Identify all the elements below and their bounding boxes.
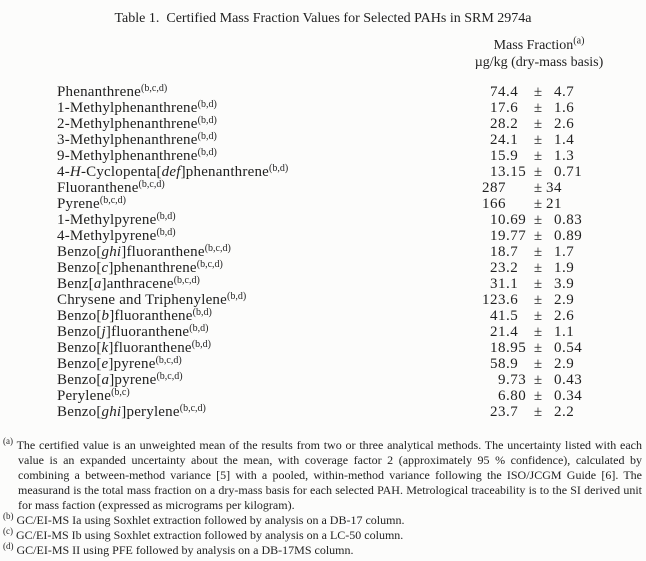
mass-fraction-value-int: 21 [490,324,506,340]
mass-fraction-label: Mass Fraction [493,38,574,53]
mass-fraction-footnote-ref: (a) [573,35,585,47]
table-row [0,340,646,356]
table-row [0,404,646,420]
mass-fraction-value-int: 166 [482,196,506,212]
compound-footnote-refs: (b,d) [189,323,209,334]
compound-footnote-refs: (b,d) [269,163,289,174]
mass-fraction-value-int: 18 [490,340,506,356]
mass-fraction-value-int: 19 [490,228,506,244]
compound-name-part: ]fluoranthene [108,340,192,356]
uncertainty-value-dec: .54 [562,340,583,356]
uncertainty-value-int: 4 [554,84,562,100]
compound-name-part: ]anthracene [101,276,174,292]
uncertainty-value-int: 1 [554,260,562,276]
compound-name-part: 9-Methylphenanthrene [57,148,198,164]
mass-fraction-value-dec: .4 [506,84,519,100]
compound-name-italic-part: ghi [101,404,122,420]
footnote-c-text: GC/EI-MS Ib using Soxhlet extraction followed by analysis on a LC-50 column. [16,528,404,542]
uncertainty-value-dec: .2 [562,404,575,420]
footnote-a-text: The certified value is an unweighted mean of the results from two or three analytical methods. The uncertainty listed with each value is an expanded uncertainty about the mean, with coverage factor 2 (approximately 95 % confidence), calculated by combining a between-method variance [5] with a pooled, within-method variance following the ISO/JCGM Guide [6]. The measurand is the total mass fraction on a dry-mass basis for each selected PAH. Metrological traceability is to the SI derived unit for mass faction (expressed as micrograms per kilogram). [16,438,642,512]
compound-name-part: Benzo[ [57,260,102,276]
mass-fraction-value-dec: .6 [506,292,519,308]
plus-minus-sign: ± [533,356,543,372]
mass-fraction-value-int: 23 [490,404,506,420]
compound-name-part: Benzo[ [57,356,102,372]
uncertainty-value-int: 0 [554,372,562,388]
mass-fraction-value-dec: .6 [506,100,519,116]
table-rows [0,84,646,420]
compound-name-part: ]phenanthrene [108,260,197,276]
mass-fraction-value-int: 58 [490,356,506,372]
footnotes [3,438,642,558]
compound-name-cell [57,180,165,196]
table-row [0,180,646,196]
uncertainty-value-dec: .1 [562,324,575,340]
plus-minus-sign: ± [533,404,543,420]
plus-minus-sign: ± [533,244,543,260]
compound-name-cell [57,212,176,228]
table-row [0,388,646,404]
compound-footnote-refs: (b,c,d) [99,195,126,206]
uncertainty-value-int: 2 [554,116,562,132]
table-row [0,372,646,388]
compound-name [57,260,197,276]
plus-minus-sign: ± [533,148,543,164]
compound-name-cell [57,196,126,212]
table-row [0,148,646,164]
uncertainty-value-int: 2 [554,308,562,324]
compound-name-cell [57,116,217,132]
compound-name [57,180,139,196]
compound-name-cell [57,260,223,276]
uncertainty-value-int: 34 [546,180,562,196]
compound-name-italic-part: c [101,260,109,276]
uncertainty-value-dec: .71 [562,164,583,180]
unit-line: µg/kg (dry-mass basis) [474,54,604,70]
compound-name [57,132,198,148]
plus-minus-sign: ± [533,292,543,308]
compound-name-cell [57,308,212,324]
compound-footnote-refs: (b,d) [197,147,217,158]
table-row [0,244,646,260]
mass-fraction-value-dec: .9 [506,356,519,372]
compound-name [57,212,156,228]
compound-name-part: -Cyclopenta[ [80,164,162,180]
compound-name [57,244,205,260]
uncertainty-value-dec: .9 [562,260,575,276]
uncertainty-value-int: 1 [554,324,562,340]
compound-name-cell [57,324,208,340]
footnote-b [3,513,642,528]
footnote-c [3,528,642,543]
uncertainty-value-int: 0 [554,388,562,404]
compound-footnote-refs: (b,d) [156,211,176,222]
mass-fraction-value-dec: .5 [506,308,519,324]
compound-footnote-refs: (b,d) [192,307,212,318]
compound-footnote-refs: (b,d) [191,339,211,350]
table-row [0,84,646,100]
uncertainty-value-dec: .89 [562,228,583,244]
uncertainty-value-dec: .9 [562,276,575,292]
compound-footnote-refs: (b,c) [111,387,130,398]
mass-fraction-value-dec: .2 [506,116,519,132]
footnote-b-text: GC/EI-MS Ia using Soxhlet extraction followed by analysis on a DB-17 column. [16,513,405,527]
uncertainty-value-int: 1 [554,132,562,148]
table-row [0,324,646,340]
uncertainty-value-int: 0 [554,228,562,244]
mass-fraction-value-int: 31 [490,276,506,292]
plus-minus-sign: ± [533,340,543,356]
mass-fraction-value-dec: .7 [506,404,519,420]
plus-minus-sign: ± [533,212,543,228]
compound-name [57,324,189,340]
uncertainty-value-dec: .9 [562,356,575,372]
compound-name-italic-part: e [101,356,109,372]
compound-name-part: Phenanthrene [57,84,142,100]
compound-name-part: ]pyrene [108,356,156,372]
compound-footnote-refs: (b,d) [197,115,217,126]
mass-fraction-value-dec: .9 [506,148,519,164]
mass-fraction-value-dec: .95 [506,340,527,356]
footnote-b-marker: (b) [3,511,14,521]
table-row [0,228,646,244]
uncertainty-value-dec: .9 [562,292,575,308]
uncertainty-value-dec: .7 [562,84,575,100]
uncertainty-value-dec: .4 [562,132,575,148]
table-row [0,100,646,116]
table-row [0,308,646,324]
mass-fraction-value-int: 9 [498,372,506,388]
uncertainty-value-dec: .43 [562,372,583,388]
mass-fraction-value-int: 287 [482,180,506,196]
compound-name [57,100,198,116]
compound-name-part: ]phenanthrene [180,164,269,180]
plus-minus-sign: ± [533,260,543,276]
plus-minus-sign: ± [533,324,543,340]
compound-name [57,116,198,132]
uncertainty-value-int: 1 [554,244,562,260]
compound-name-cell [57,372,183,388]
table-row [0,116,646,132]
mass-fraction-value-dec: .73 [506,372,527,388]
uncertainty-value-dec: .7 [562,244,575,260]
compound-name-italic-part: k [101,340,109,356]
mass-fraction-column-header [426,35,646,71]
compound-name-italic-part: ghi [101,244,122,260]
compound-name-italic-part: b [101,308,110,324]
uncertainty-value-int: 1 [554,100,562,116]
compound-name-cell [57,340,211,356]
compound-name [57,196,100,212]
compound-name-cell [57,148,217,164]
compound-name [57,404,180,420]
compound-footnote-refs: (b,c,d) [138,179,165,190]
footnote-d-marker: (d) [3,541,14,551]
table-row [0,196,646,212]
mass-fraction-value-dec: .4 [506,324,519,340]
footnote-d [3,543,642,558]
plus-minus-sign: ± [533,84,543,100]
compound-name-part: Benzo[ [57,340,102,356]
compound-footnote-refs: (b,c,d) [141,83,168,94]
mass-fraction-label-line [426,35,646,55]
compound-name [57,84,141,100]
compound-name-part: Fluoranthene [57,180,139,196]
compound-name-cell [57,132,217,148]
compound-name-cell [57,228,176,244]
footnote-c-marker: (c) [3,526,13,536]
compound-footnote-refs: (b,d) [197,99,217,110]
mass-fraction-value-int: 123 [482,292,506,308]
table-row [0,132,646,148]
compound-name-cell [57,244,231,260]
uncertainty-value-int: 21 [546,196,562,212]
compound-footnote-refs: (b,c,d) [204,243,231,254]
compound-name [57,308,193,324]
compound-name-cell [57,388,130,404]
plus-minus-sign: ± [533,180,543,196]
mass-fraction-value-int: 13 [490,164,506,180]
mass-fraction-value-dec: .1 [506,132,519,148]
compound-name-part: 4-Methylpyrene [57,228,157,244]
table-row [0,260,646,276]
plus-minus-sign: ± [533,276,543,292]
compound-name [57,340,192,356]
plus-minus-sign: ± [533,100,543,116]
table-row [0,276,646,292]
compound-name-italic-part: def [161,164,181,180]
uncertainty-value-int: 0 [554,164,562,180]
compound-name [57,292,227,308]
mass-fraction-value-dec: .77 [506,228,527,244]
compound-name-italic-part: a [101,372,110,388]
uncertainty-value-int: 2 [554,404,562,420]
plus-minus-sign: ± [533,388,543,404]
uncertainty-value-int: 3 [554,276,562,292]
table-row [0,292,646,308]
uncertainty-value-dec: .6 [562,308,575,324]
mass-fraction-value-dec: .2 [506,260,519,276]
mass-fraction-value-dec: .1 [506,276,519,292]
compound-name-part: Perylene [57,388,112,404]
compound-name [57,228,156,244]
compound-name-cell [57,356,182,372]
compound-name-part: ]fluoranthene [121,244,205,260]
uncertainty-value-int: 2 [554,356,562,372]
compound-name-part: 1-Methylphenanthrene [57,100,198,116]
compound-name [57,148,198,164]
plus-minus-sign: ± [533,116,543,132]
compound-name-part: Benz[ [57,276,94,292]
compound-name-part: ]fluoranthene [109,308,193,324]
uncertainty-value-dec: .6 [562,100,575,116]
compound-name-cell [57,276,200,292]
uncertainty-value-int: 0 [554,212,562,228]
plus-minus-sign: ± [533,372,543,388]
compound-name-italic-part: a [93,276,102,292]
footnote-a [3,438,642,513]
mass-fraction-value-int: 28 [490,116,506,132]
compound-footnote-refs: (b,c,d) [179,403,206,414]
mass-fraction-value-int: 41 [490,308,506,324]
compound-name-italic-part: j [101,324,106,340]
plus-minus-sign: ± [533,132,543,148]
mass-fraction-value-int: 6 [498,388,506,404]
compound-name-part: Benzo[ [57,308,102,324]
compound-name-cell [57,100,217,116]
table-row [0,164,646,180]
compound-name-part: 1-Methylpyrene [57,212,157,228]
compound-name-part: ]perylene [121,404,180,420]
mass-fraction-value-dec: .80 [506,388,527,404]
uncertainty-value-dec: .34 [562,388,583,404]
mass-fraction-value-int: 15 [490,148,506,164]
compound-name-part: ]fluoranthene [105,324,190,340]
table-row [0,212,646,228]
compound-name-part: Benzo[ [57,324,102,340]
footnote-a-marker: (a) [3,436,13,446]
compound-footnote-refs: (b,d) [197,131,217,142]
compound-name-cell [57,404,206,420]
compound-footnote-refs: (b,c,d) [173,275,200,286]
mass-fraction-value-int: 24 [490,132,506,148]
compound-footnote-refs: (b,d) [226,291,247,302]
compound-name [57,388,111,404]
plus-minus-sign: ± [533,196,543,212]
uncertainty-value-dec: .3 [562,148,575,164]
compound-name-part: Benzo[ [57,404,102,420]
uncertainty-value-int: 2 [554,292,562,308]
plus-minus-sign: ± [533,164,543,180]
mass-fraction-value-int: 17 [490,100,506,116]
uncertainty-value-dec: .6 [562,116,575,132]
compound-name-part: Benzo[ [57,372,102,388]
table-title: Table 1. Certified Mass Fraction Values for Selected PAHs in SRM 2974a [114,11,532,26]
plus-minus-sign: ± [533,308,543,324]
uncertainty-value-dec: .83 [562,212,583,228]
mass-fraction-value-int: 23 [490,260,506,276]
compound-name-cell [57,164,288,180]
compound-name-part: Chrysene and Triphenylene [57,292,227,308]
compound-name [57,372,156,388]
compound-footnote-refs: (b,c,d) [196,259,223,270]
compound-footnote-refs: (b,c,d) [155,355,182,366]
compound-name [57,356,156,372]
uncertainty-value-int: 0 [554,340,562,356]
mass-fraction-value-dec: .7 [506,244,519,260]
uncertainty-value-int: 1 [554,148,562,164]
compound-name-cell [57,292,246,308]
mass-fraction-value-dec: .15 [506,164,527,180]
compound-name-cell [57,84,167,100]
table-row [0,356,646,372]
plus-minus-sign: ± [533,228,543,244]
mass-fraction-value-int: 18 [490,244,506,260]
compound-name-part: ]pyrene [109,372,157,388]
compound-name-part: Benzo[ [57,244,102,260]
compound-name-part: 3-Methylphenanthrene [57,132,198,148]
compound-name-part: 4- [57,164,70,180]
mass-fraction-value-int: 74 [490,84,506,100]
compound-footnote-refs: (b,c,d) [156,371,183,382]
compound-name [57,276,174,292]
mass-fraction-value-int: 10 [490,212,506,228]
compound-name-italic-part: H [69,164,81,180]
mass-fraction-value-dec: .69 [506,212,527,228]
compound-name [57,164,269,180]
compound-name-part: Pyrene [57,196,100,212]
compound-footnote-refs: (b,d) [156,227,176,238]
footnote-d-text: GC/EI-MS II using PFE followed by analysis on a DB-17MS column. [16,543,354,557]
compound-name-part: 2-Methylphenanthrene [57,116,198,132]
